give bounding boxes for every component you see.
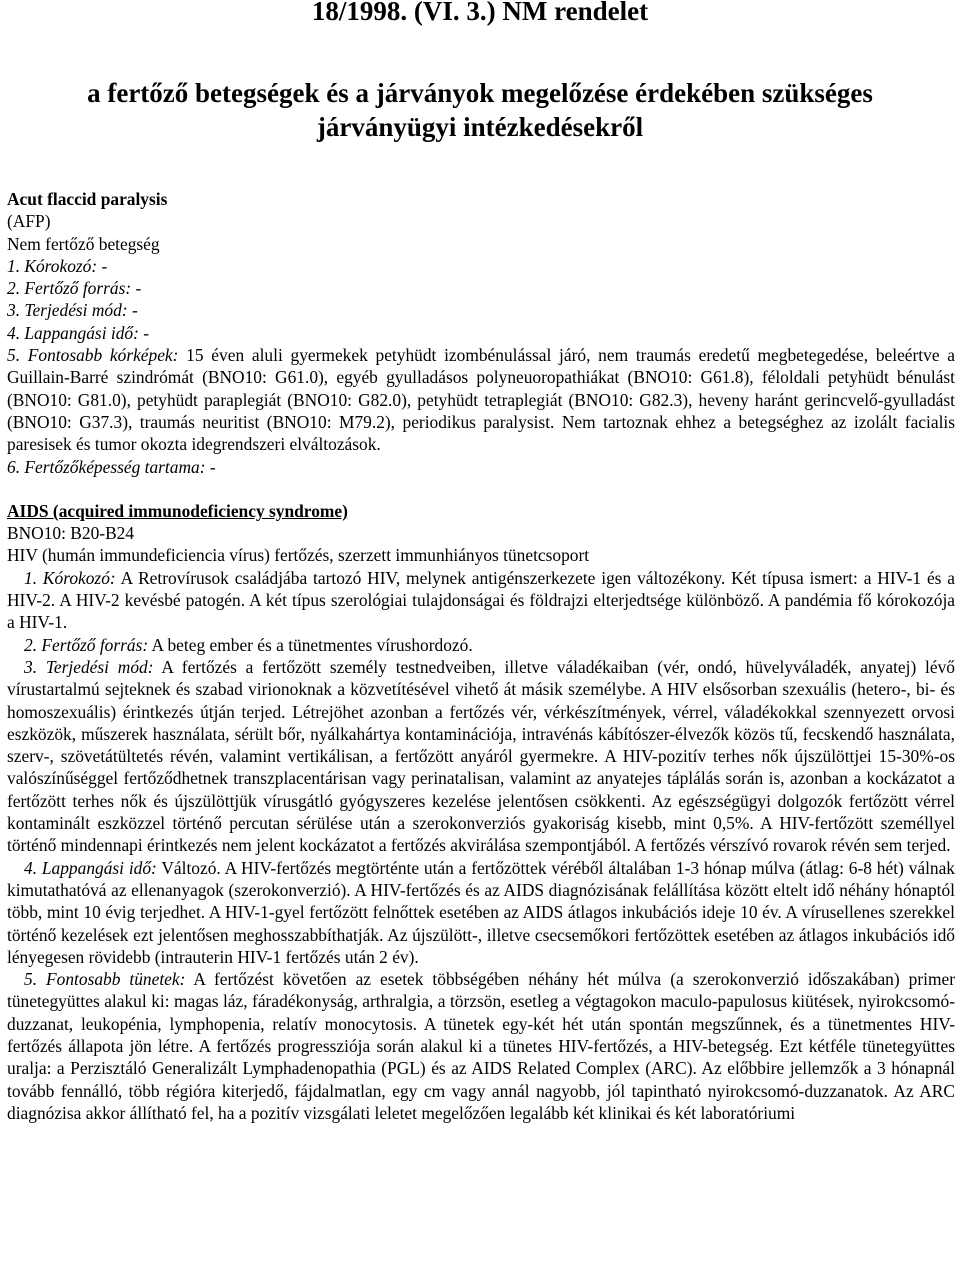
aids-transmission <box>7 656 955 857</box>
afp-item-source: 2. Fertőző forrás: - <box>7 278 142 299</box>
aids-symptoms-text: A fertőzést követően az esetek többségében néhány hét múlva (a szerokonverzió időszakában) primer tünetegyüttes alakul ki: magas láz, fáradékonyság, arthralgia, a törzsön, esetleg a végtagokon maculo-papulosus kiütések, nyirokcsomó-duzzanat, leukopénia, lymphopenia, relatív monocytosis. A tünetek egy-két hét után spontán megszűnnek, és a tünetmentes HIV-fertőzés állapota jön létre. A fertőzés progressziója során alakul ki a tünetes HIV-fertőzés, a HIV-betegség. Ezt kétféle tünetegyüttes uralja: a Perzisztáló Generalizált Lymphadenopathia (PGL) és az AIDS Related Complex (ARC). Az előbbire jellemzők a 3 hónapnál tovább fennálló, több régióra kiterjedő, fájdalmatlan, egy cm vagy annál nagyobb, jól tapintható nyirokcsomó-duzzanatok. Az ARC diagnózisa akkor állítható fel, ha a pozitív vizsgálati leletet megelőzően legalább két klinikai és két laboratóriumi <box>7 969 955 1123</box>
aids-section <box>7 500 955 1124</box>
afp-item-conditions <box>7 344 955 455</box>
aids-code: BNO10: B20-B24 <box>7 523 135 544</box>
afp-item-pathogen: 1. Kórokozó: - <box>7 255 108 276</box>
aids-incubation <box>7 857 955 968</box>
aids-pathogen-label: 1. Kórokozó: <box>24 567 116 588</box>
aids-transmission-label: 3. Terjedési mód: <box>24 656 154 677</box>
decree-subtitle-line1: a fertőző betegségek és a járványok megelőzése érdekében szükséges <box>87 78 873 108</box>
aids-symptoms-label: 5. Fontosabb tünetek: <box>24 969 186 990</box>
aids-incubation-label: 4. Lappangási idő: <box>24 857 157 878</box>
aids-source-text: A beteg ember és a tünetmentes vírushordozó. <box>148 634 473 655</box>
aids-pathogen-text: A Retrovírusok családjába tartozó HIV, melynek antigénszerkezete igen változékony. Két típusa ismert: a HIV-1 és a HIV-2. A HIV-2 kevésbé patogén. A két típus szerológiai tulajdonságai és földrajzi elterjedtsége különböző. A pandémia fő kórokozója a HIV-1. <box>7 567 956 633</box>
afp-abbreviation: (AFP) <box>7 211 51 232</box>
afp-item-conditions-label: 5. Fontosabb kórképek: <box>7 345 179 366</box>
afp-item-conditions-text: 15 éven aluli gyermekek petyhüdt izombénulással járó, nem traumás eredetű megbetegedése, beleértve a Guillain-Barré szindrómát (BNO10: G61.0), egyéb gyulladásos polyneuoropathiákat (BNO10: G61.8), féloldali petyhüdt bénulást (BNO10: G81.0), petyhüdt paraplegiát (BNO10: G82.0), petyhüdt tetraplegiát (BNO10: G82.3), heveny haránt gerincvelő-gyulladást (BNO10: G37.3), traumás neuritist (BNO10: M79.2), periodikus paralysist. Nem tartoznak ehhez a betegséghez az izolált facialis paresisek és tumor okozta idegrendszeri elváltozások. <box>7 345 955 455</box>
aids-pathogen <box>7 567 955 634</box>
aids-heading: AIDS (acquired immunodeficiency syndrome) <box>7 500 348 521</box>
aids-source <box>7 634 955 656</box>
aids-transmission-text: A fertőzés a fertőzött személy testnedveiben, illetve váladékaiban (vér, ondó, hüvelyváladék, anyatej) lévő vírustartalmú sejteknek és szabad virionoknak a közvetítésével vihető át másik személybe. A HIV elsősorban szexuális (hetero-, bi- és homoszexuális) érintkezés útján terjed. Létrejöhet azonban a fertőzés vér, vérkészítmények, vérrel, váladékokkal szennyezett orvosi eszközök, műszerek használata, sérült bőr, nyálkahártya kontaminációja, intravénás kábítószer-élvezők közös tű, fecskendő használata, szerv-, szövetátültetés révén, valamint vertikálisan, a fertőzött anyáról gyermekre. A HIV-pozitív terhes nők újszülöttjei 15-30%-os valószínűséggel fertőződhetnek transzplacentárisan vagy perinatalisan, valamint az anyatejes táplálás során is, azonban a kockázatot a fertőzött terhes nők és újszülöttjük vírusgátló gyógyszeres kezelése jelentősen csökkenti. Az egészségügyi dolgozók fertőzött vérrel kontaminált eszközzel történő percutan sérülése után a szerokonverziós gyakoriság kisebb, mint 0,5%. A HIV-fertőzött személlyel történő mindennapi érintkezés nem jelent kockázatot a fertőzés akvirálása szempontjából. A fertőzés vérszívó rovarok révén sem terjed. <box>7 656 955 856</box>
aids-source-label: 2. Fertőző forrás: <box>24 634 149 655</box>
afp-section <box>7 188 955 478</box>
document-body <box>7 188 955 1124</box>
decree-title: 18/1998. (VI. 3.) NM rendelet <box>311 0 649 26</box>
afp-item-infectivity: 6. Fertőzőképesség tartama: - <box>7 456 216 477</box>
afp-item-incubation: 4. Lappangási idő: - <box>7 322 150 343</box>
afp-category: Nem fertőző betegség <box>7 233 160 254</box>
decree-subtitle-line2: járványügyi intézkedésekről <box>316 112 644 142</box>
aids-description: HIV (humán immundeficiencia vírus) fertőzés, szerzett immunhiányos tünetcsoport <box>7 545 590 566</box>
aids-incubation-text: Változó. A HIV-fertőzés megtörténte után a fertőzöttek véréből általában 1-3 hónap múlva (átlag: 6-8 hét) válnak kimutathatóvá az ellenanyagok (szerokonverzió). A HIV-fertőzés és az AIDS diagnózisának felállítása között eltelt idő néhány hónaptól több, mint 10 évig terjedhet. A HIV-1-gyel fertőzött felnőttek esetében az AIDS átlagos inkubációs ideje 10 év. A vírusellenes szerekkel történő kezelések ezt jelentősen meghosszabbíthatják. Az újszülött-, illetve csecsemőkori fertőzöttek esetében az átlagos inkubációs idő lényegesen rövidebb (intrauterin HIV-1 fertőzés után 2 év). <box>7 857 956 967</box>
aids-symptoms <box>7 968 955 1124</box>
afp-item-transmission: 3. Terjedési mód: - <box>7 300 138 321</box>
afp-heading: Acut flaccid paralysis <box>7 189 168 209</box>
section-spacer <box>7 478 955 500</box>
